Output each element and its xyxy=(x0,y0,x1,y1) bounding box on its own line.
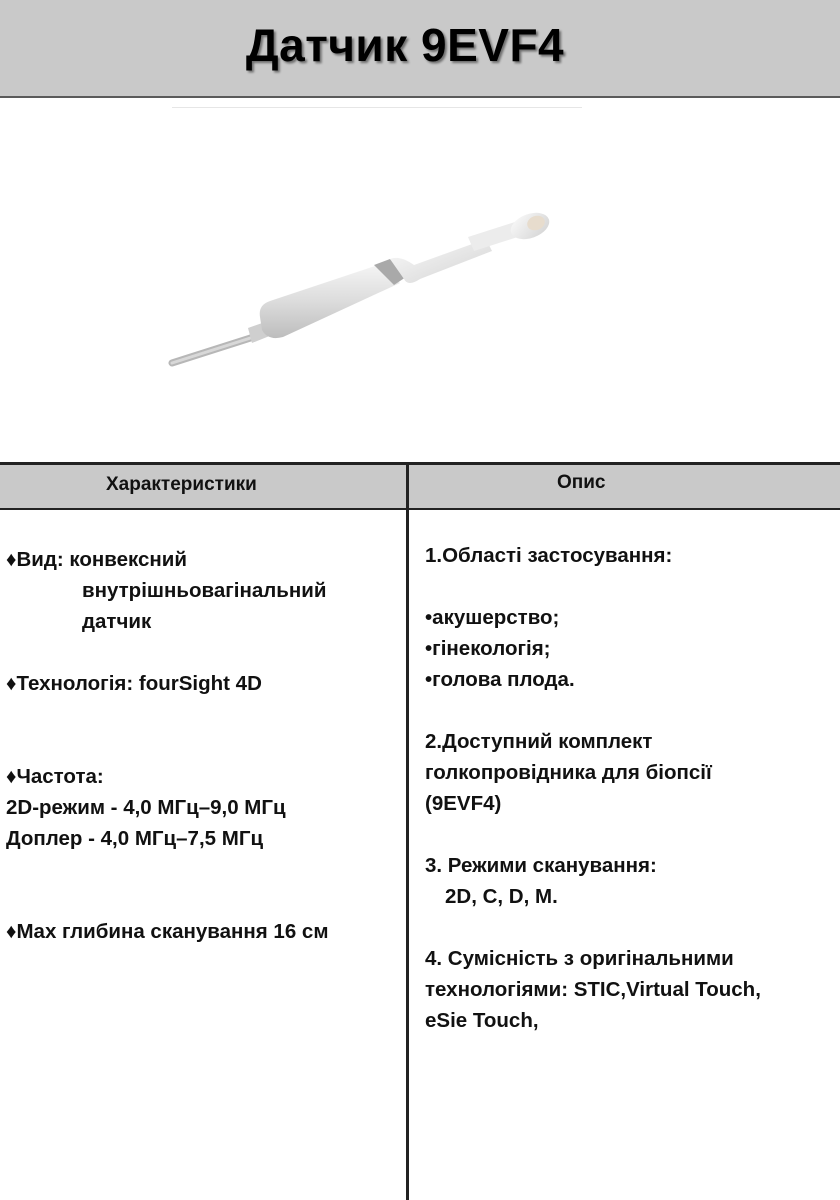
technology-line: ♦Технологія: fourSight 4D xyxy=(6,672,262,695)
column-divider xyxy=(406,462,409,1200)
areas-title: 1.Області застосування: xyxy=(425,544,673,567)
modes-title: 3. Режими сканування: xyxy=(425,854,657,877)
header-characteristics: Характеристики xyxy=(106,474,257,495)
frequency-2d: 2D-режим - 4,0 МГц–9,0 МГц xyxy=(6,796,286,819)
kit-line-1: 2.Доступний комплект xyxy=(425,730,653,753)
description-column xyxy=(425,540,837,1036)
frequency-label: ♦Частота: xyxy=(6,765,104,788)
frequency-doppler: Доплер - 4,0 МГц–7,5 МГц xyxy=(6,827,264,850)
compat-line-1: 4. Сумісність з оригінальними xyxy=(425,947,734,970)
divider-line xyxy=(172,107,582,108)
probe-image xyxy=(168,195,558,385)
area-item: •голова плода. xyxy=(425,668,575,691)
type-line-1: ♦Вид: конвексний xyxy=(6,548,188,571)
kit-line-2: голкопровідника для біопсії xyxy=(425,761,712,784)
area-item: •гінекологія; xyxy=(425,637,551,660)
compat-line-2: технологіями: STIC,Virtual Touch, xyxy=(425,978,761,1001)
max-depth-line: ♦Max глибина сканування 16 см xyxy=(6,920,329,943)
modes-list: 2D, C, D, M. xyxy=(445,885,558,908)
header-description: Опис xyxy=(557,472,606,493)
compat-line-3: eSie Touch, xyxy=(425,1009,539,1032)
characteristics-column xyxy=(6,544,404,947)
page-title: Датчик 9EVF4 xyxy=(245,19,565,71)
type-line-3: датчик xyxy=(82,610,152,633)
kit-line-3: (9EVF4) xyxy=(425,792,502,815)
area-item: •акушерство; xyxy=(425,606,560,629)
title-bar xyxy=(0,0,840,98)
type-line-2: внутрішньовагінальний xyxy=(82,579,327,602)
